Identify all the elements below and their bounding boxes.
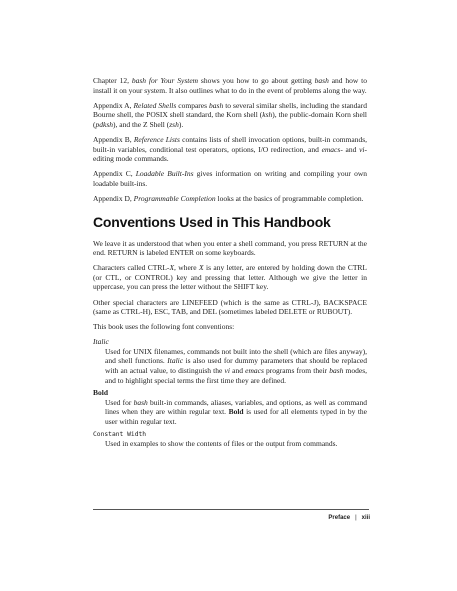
- convention-term-constant-width: Constant Width: [93, 430, 147, 438]
- term: X: [169, 263, 175, 273]
- text: Appendix C,: [93, 169, 136, 179]
- paragraph-appendix-a: [93, 101, 367, 130]
- text: Used for UNIX filenames, commands not built into the shell (which are files anyway), and shell functions.: [105, 346, 367, 366]
- term: vi: [359, 144, 365, 154]
- text: Appendix A,: [93, 100, 134, 110]
- text: programs from their: [263, 366, 330, 376]
- section-heading: Conventions Used in This Handbook: [93, 213, 331, 230]
- text: built-in commands, aliases, variables, and options, as well as command lines when they are within regular text.: [105, 397, 367, 417]
- paragraph-appendix-b: [93, 135, 367, 164]
- text: looks at the basics of programmable completion.: [215, 193, 364, 203]
- term: vi: [224, 366, 230, 376]
- term: Bold: [228, 407, 244, 417]
- term: ksh: [262, 110, 273, 120]
- convention-term-bold: Bold: [93, 388, 109, 398]
- footer-label: Preface: [328, 515, 351, 521]
- convention-desc-bold: [105, 398, 367, 427]
- appendix-title: Reference Lists: [133, 134, 180, 144]
- text: Chapter 12,: [93, 76, 132, 85]
- text: compares: [176, 100, 210, 110]
- term: emacs: [245, 366, 264, 376]
- text: gives information on writing and compiling your own loadable built-ins.: [93, 169, 367, 188]
- term: bash: [133, 397, 148, 407]
- text: is also used for dummy parameters that should be replaced with an actual value, to distinguish the: [105, 356, 367, 376]
- paragraph-font-conventions-intro: This book uses the following font conventions:: [93, 322, 235, 332]
- appendix-title: Programmable Completion: [133, 193, 216, 203]
- convention-term-italic: Italic: [93, 337, 109, 347]
- text: is used for all elements typed in by the user within regular text.: [105, 407, 367, 427]
- paragraph-appendix-c: [93, 169, 367, 188]
- paragraph-ctrl-characters: [93, 263, 367, 292]
- text: to several similar shells, including the standard Bourne shell, the POSIX shell standard, the Korn shell (: [93, 100, 367, 120]
- term: zsh: [169, 119, 179, 129]
- term: emacs: [321, 144, 341, 154]
- text: - and: [340, 144, 360, 154]
- text: and how to install it on your system. It also outlines what to do in the event of problems along the way.: [93, 76, 367, 95]
- term: bash: [209, 100, 224, 110]
- text: , where: [174, 263, 200, 273]
- page-body: [93, 76, 367, 452]
- appendix-title: Related Shells: [133, 100, 177, 110]
- paragraph-return-key: We leave it as understood that when you enter a shell command, you press RETURN at the end. RETURN is labeled ENTER on some keyboards.: [93, 238, 367, 258]
- paragraph-chapter-12: [93, 76, 367, 95]
- convention-desc-constant-width: Used in examples to show the contents of files or the output from commands.: [105, 439, 338, 449]
- text: Appendix B,: [93, 134, 134, 144]
- term: pdksh: [95, 119, 113, 129]
- page-number: xiii: [361, 515, 370, 521]
- term: bash: [314, 76, 329, 85]
- appendix-title: Loadable Built-Ins: [135, 169, 194, 179]
- text: Appendix D,: [93, 193, 134, 203]
- text: contains lists of shell invocation options, built-in commands, built-in variables, conditional test operators, options, I/O redirection, and: [93, 134, 367, 154]
- footer-rule: [93, 509, 369, 510]
- text: and: [229, 366, 246, 376]
- text: Used for: [105, 397, 134, 407]
- convention-desc-italic: [105, 347, 367, 385]
- text: is any letter, are entered by holding down the CTRL (or CTL, or CONTROL) key and pressing that letter. Although we give the letter in uppercase, you can press the letter without the SHIFT key.: [93, 263, 368, 292]
- term: Italic: [167, 356, 184, 366]
- text: shows you how to go about getting: [198, 76, 315, 85]
- footer-separator: |: [355, 515, 357, 521]
- page-footer: [328, 515, 370, 521]
- text: ), and the Z Shell (: [113, 119, 170, 129]
- term: bash: [329, 366, 344, 376]
- text: ), the public-domain Korn shell (: [93, 110, 367, 129]
- text: ).: [178, 119, 184, 129]
- font-conventions-list: [93, 337, 367, 449]
- term: X: [199, 263, 204, 273]
- text: -editing mode commands.: [93, 144, 367, 164]
- text: Characters called CTRL-: [93, 263, 170, 273]
- chapter-title: bash for Your System: [131, 76, 199, 85]
- text: modes, and to highlight special terms the first time they are defined.: [105, 366, 367, 385]
- paragraph-appendix-d: [93, 194, 367, 204]
- paragraph-special-characters: Other special characters are LINEFEED (which is the same as CTRL-J), BACKSPACE (same as CTRL-H), ESC, TAB, and DEL (sometimes labeled DELETE or RUBOUT).: [93, 297, 367, 317]
